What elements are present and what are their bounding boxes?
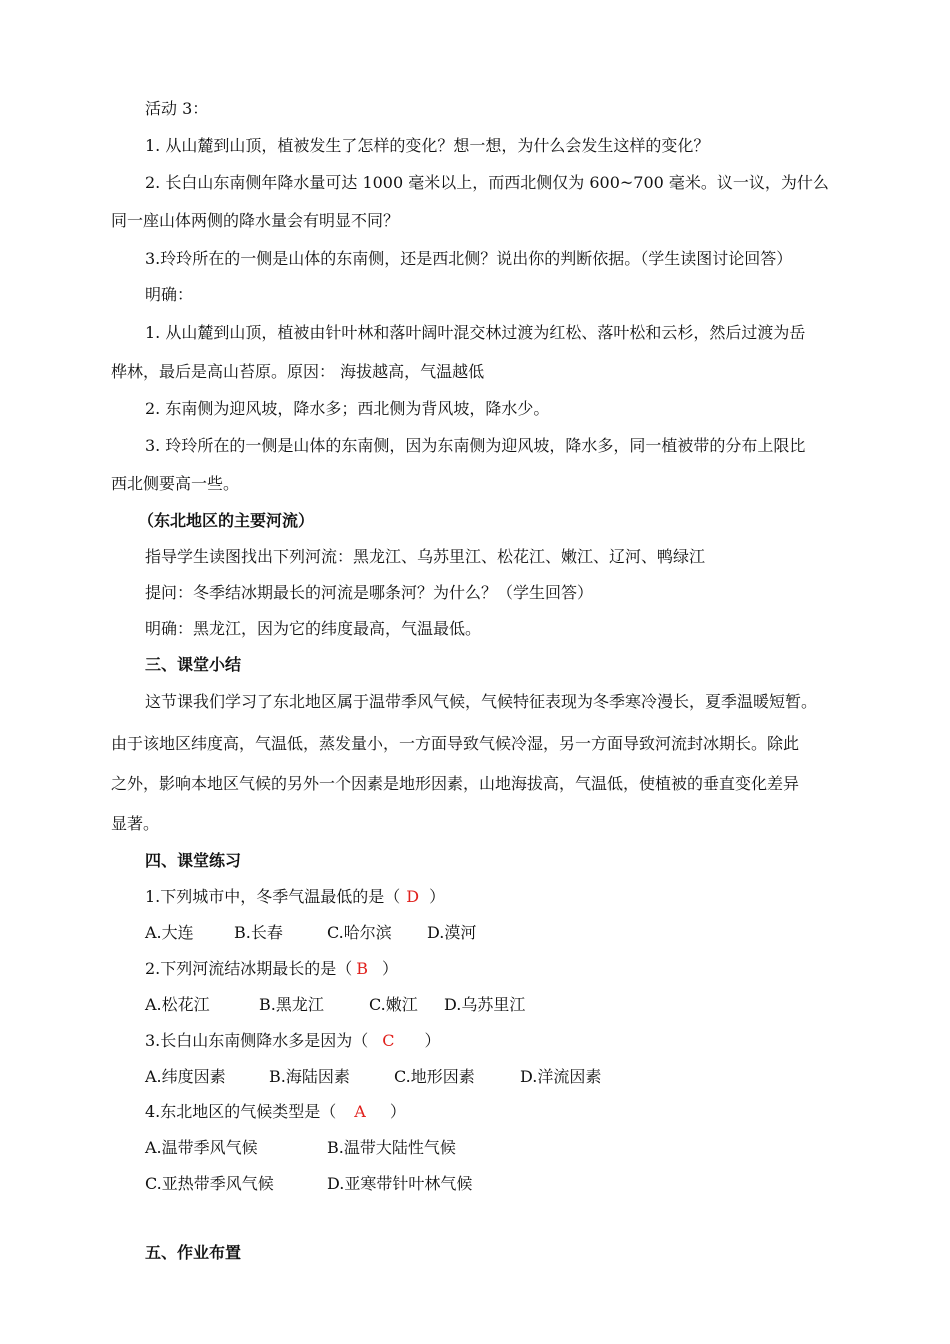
rivers-question: 提问：冬季结冰期最长的河流是哪条河？为什么？（学生回答） [145, 583, 594, 602]
practice-question-1 [145, 887, 445, 907]
activity-question-3: 3.玲玲所在的一侧是山体的东南侧，还是西北侧？说出你的判断依据。（学生读图讨论回答） [145, 249, 793, 268]
answer-3-line-2: 西北侧要高一些。 [111, 474, 240, 493]
clarify-label: 明确： [145, 285, 194, 304]
option-2c: C.嫩江 [369, 995, 418, 1014]
summary-line-4: 显著。 [111, 814, 160, 833]
option-4c: C.亚热带季风气候 [145, 1174, 274, 1193]
option-2a: A.松花江 [145, 995, 210, 1014]
summary-heading: 三、课堂小结 [145, 655, 242, 674]
answer-1-line-1: 1. 从山麓到山顶，植被由针叶林和落叶阔叶混交林过渡为红松、落叶松和云杉，然后过渡为岳 [145, 323, 806, 342]
rivers-clarify: 明确：黑龙江，因为它的纬度最高，气温最低。 [145, 619, 482, 638]
answer-1-line-2: 桦林，最后是高山苔原。原因： 海拔越高，气温越低 [111, 362, 485, 381]
option-2b: B.黑龙江 [259, 995, 324, 1014]
activity-title: 活动 3： [145, 99, 209, 118]
option-1c: C.哈尔滨 [327, 923, 392, 942]
practice-question-3 [145, 1031, 441, 1051]
question-text: 4.东北地区的气候类型是（ [145, 1102, 337, 1121]
rivers-heading: （东北地区的主要河流） [138, 511, 315, 530]
activity-question-2-line-1: 2. 长白山东南侧年降水量可达 1000 毫米以上，而西北侧仅为 600~700 毫米。议一议，为什么 [145, 173, 829, 192]
option-1a: A.大连 [145, 923, 194, 942]
summary-line-1: 这节课我们学习了东北地区属于温带季风气候，气候特征表现为冬季寒冷漫长，夏季温暖短暂。 [145, 692, 818, 711]
activity-question-1: 1. 从山麓到山顶，植被发生了怎样的变化？想一想，为什么会发生这样的变化？ [145, 136, 710, 155]
practice-question-2 [145, 959, 398, 979]
answer-mark: C [382, 1031, 395, 1050]
rivers-guide: 指导学生读图找出下列河流：黑龙江、乌苏里江、松花江、嫩江、辽河、鸭绿江 [145, 547, 706, 566]
answer-mark: D [406, 887, 420, 906]
option-3b: B.海陆因素 [269, 1067, 350, 1086]
answer-3-line-1: 3. 玲玲所在的一侧是山体的东南侧，因为东南侧为迎风坡，降水多，同一植被带的分布上限比 [145, 436, 806, 455]
answer-mark: B [356, 959, 369, 978]
question-close: ） [429, 887, 446, 906]
answer-mark: A [354, 1102, 366, 1121]
option-3c: C.地形因素 [394, 1067, 475, 1086]
option-4b: B.温带大陆性气候 [327, 1138, 456, 1157]
question-close: ） [424, 1031, 441, 1050]
question-text: 2.下列河流结冰期最长的是（ [145, 959, 353, 978]
option-2d: D.乌苏里江 [444, 995, 526, 1014]
practice-heading: 四、课堂练习 [145, 851, 242, 870]
summary-line-2: 由于该地区纬度高，气温低，蒸发量小，一方面导致气候冷湿，另一方面导致河流封冰期长。除此 [111, 734, 800, 753]
homework-heading: 五、作业布置 [145, 1243, 242, 1262]
option-3a: A.纬度因素 [145, 1067, 226, 1086]
answer-2: 2. 东南侧为迎风坡，降水多；西北侧为背风坡，降水少。 [145, 399, 550, 418]
question-close: ） [382, 959, 399, 978]
question-close: ） [389, 1102, 406, 1121]
option-4d: D.亚寒带针叶林气候 [327, 1174, 473, 1193]
option-1b: B.长春 [234, 923, 283, 942]
question-text: 3.长白山东南侧降水多是因为（ [145, 1031, 369, 1050]
practice-question-4 [145, 1102, 406, 1122]
option-4a: A.温带季风气候 [145, 1138, 258, 1157]
summary-line-3: 之外，影响本地区气候的另外一个因素是地形因素，山地海拔高，气温低，使植被的垂直变化差异 [111, 774, 800, 793]
question-text: 1.下列城市中，冬季气温最低的是（ [145, 887, 401, 906]
activity-question-2-line-2: 同一座山体两侧的降水量会有明显不同？ [111, 211, 400, 230]
option-1d: D.漠河 [427, 923, 477, 942]
option-3d: D.洋流因素 [520, 1067, 602, 1086]
